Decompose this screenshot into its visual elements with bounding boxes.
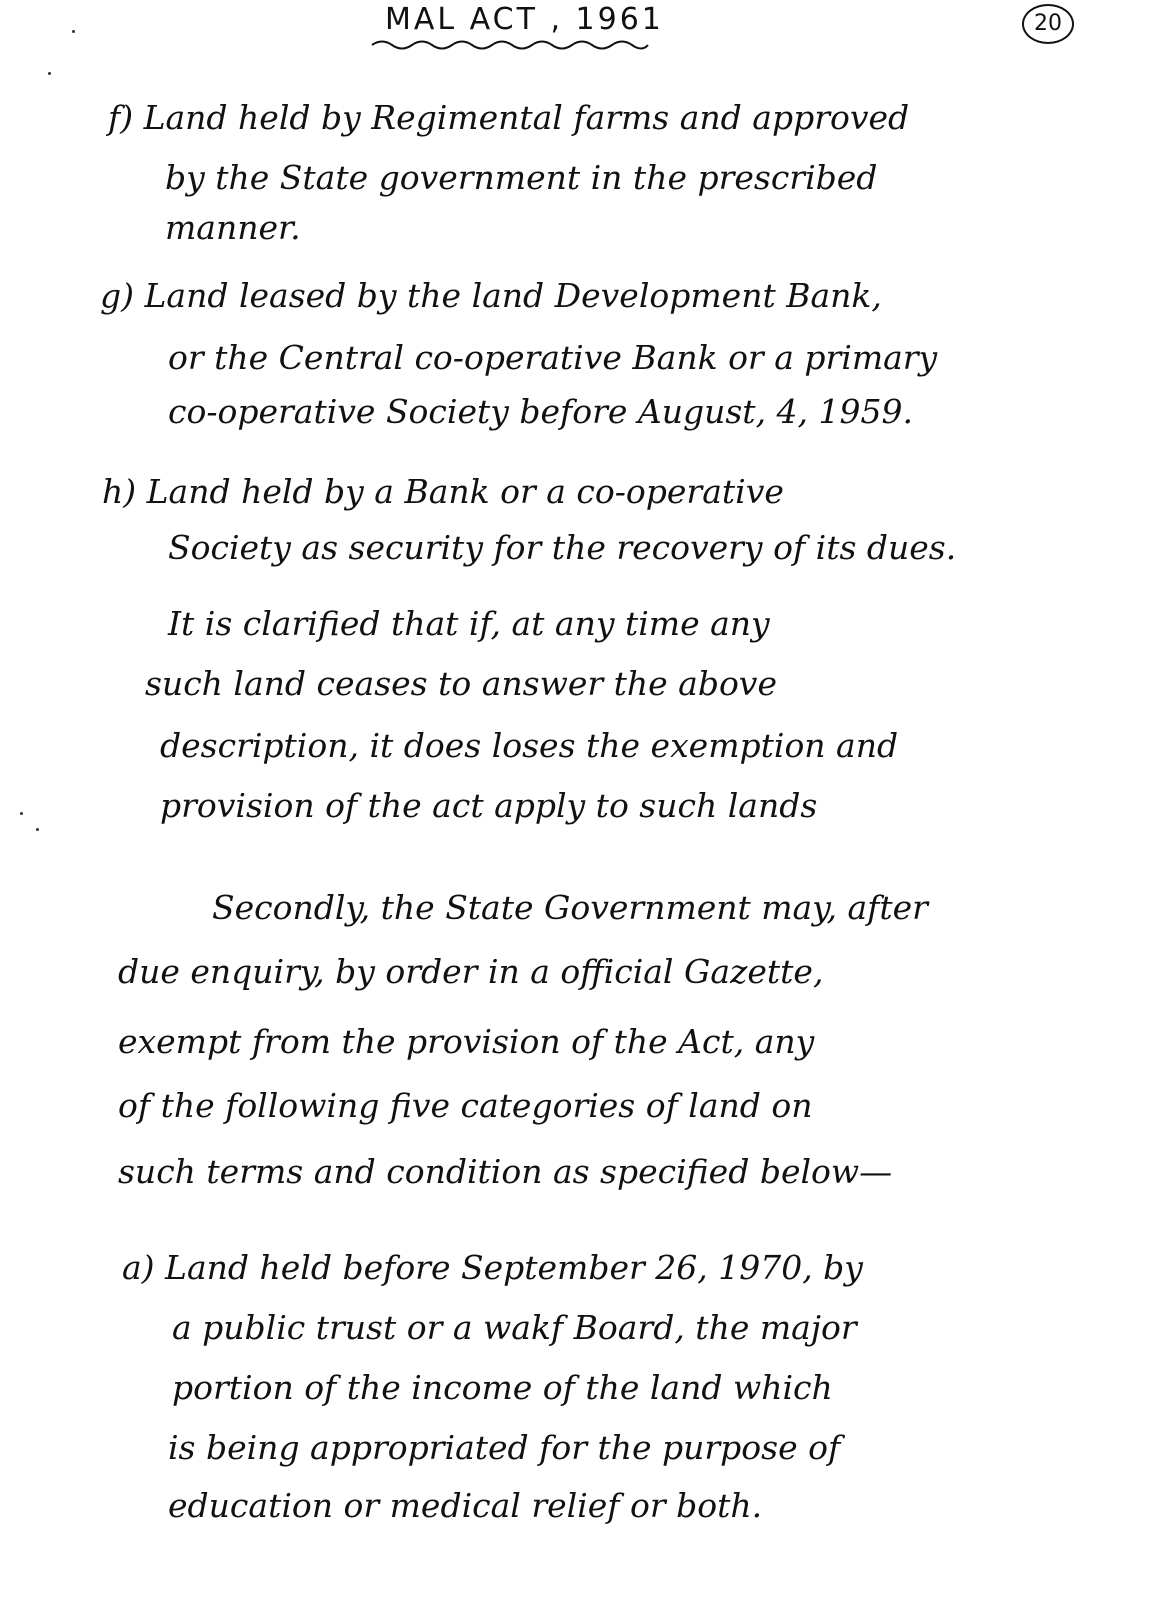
- text-line: description, it does loses the exemption and: [160, 726, 899, 765]
- text-line: h) Land held by a Bank or a co-operative: [102, 472, 784, 511]
- text-line: g) Land leased by the land Development Bank,: [100, 276, 882, 315]
- text-line: It is clarified that if, at any time any: [168, 604, 770, 643]
- title-underline-icon: [370, 38, 650, 52]
- text-line: of the following five categories of land on: [118, 1086, 813, 1125]
- text-line: or the Central co-operative Bank or a primary: [168, 338, 938, 377]
- text-line: f) Land held by Regimental farms and approved: [108, 98, 910, 137]
- text-line: manner.: [165, 208, 301, 247]
- text-line: education or medical relief or both.: [168, 1486, 763, 1525]
- text-line: a) Land held before September 26, 1970, by: [122, 1248, 863, 1287]
- text-line: provision of the act apply to such lands: [160, 786, 818, 825]
- scan-speck: [48, 72, 51, 75]
- text-line: is being appropriated for the purpose of: [168, 1428, 841, 1467]
- text-line: portion of the income of the land which: [172, 1368, 833, 1407]
- text-line: exempt from the provision of the Act, any: [118, 1022, 815, 1061]
- text-line: such terms and condition as specified below—: [118, 1152, 893, 1191]
- page-number: 20: [1022, 4, 1074, 44]
- text-line: due enquiry, by order in a official Gazette,: [118, 952, 824, 991]
- scan-speck: [72, 30, 75, 33]
- text-line: Society as security for the recovery of its dues.: [168, 528, 957, 567]
- text-line: by the State government in the prescribed: [165, 158, 878, 197]
- scan-speck: [36, 828, 39, 831]
- scan-speck: [20, 812, 23, 815]
- text-line: co-operative Society before August, 4, 1959.: [168, 392, 913, 431]
- text-line: a public trust or a wakf Board, the major: [172, 1308, 857, 1347]
- text-line: such land ceases to answer the above: [145, 664, 777, 703]
- text-line: Secondly, the State Government may, after: [212, 888, 928, 927]
- page-title: MAL ACT , 1961: [385, 2, 664, 37]
